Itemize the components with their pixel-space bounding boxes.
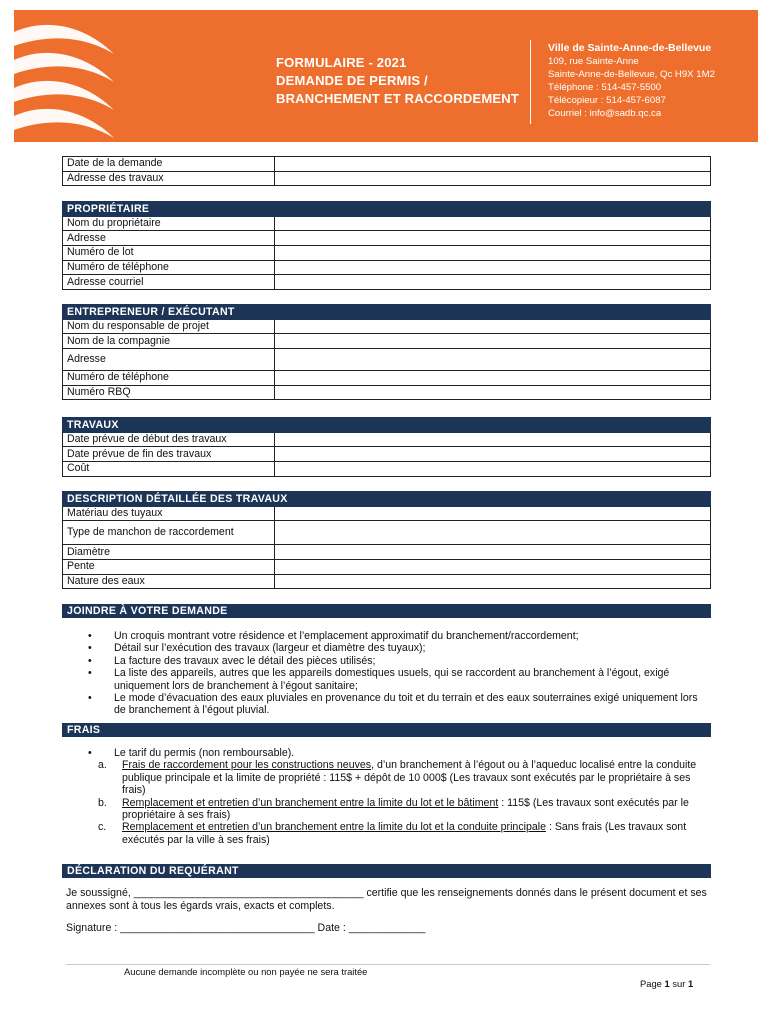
section-entrepreneur: ENTREPRENEUR / EXÉCUTANT — [63, 305, 711, 320]
city-address: 109, rue Sainte-Anne — [548, 56, 639, 67]
section-frais: FRAIS — [62, 723, 711, 737]
field-responsable-projet[interactable] — [275, 319, 711, 334]
label-adresse-entrepreneur: Adresse — [63, 349, 275, 371]
field-materiau[interactable] — [275, 506, 711, 521]
field-numero-lot[interactable] — [275, 246, 711, 261]
proprietaire-table — [62, 201, 711, 290]
header-divider — [530, 40, 531, 124]
section-proprietaire: PROPRIÉTAIRE — [63, 202, 711, 217]
field-adresse-entrepreneur[interactable] — [275, 349, 711, 371]
label-adresse-proprietaire: Adresse — [63, 231, 275, 246]
frais-item-a — [88, 759, 708, 796]
travaux-table — [62, 417, 711, 477]
field-date-fin[interactable] — [275, 447, 711, 462]
field-nature-eaux[interactable] — [275, 574, 711, 589]
general-table — [62, 156, 711, 186]
label-date-debut: Date prévue de début des travaux — [63, 432, 275, 447]
page-mid: sur — [669, 978, 688, 989]
label-adresse-travaux: Adresse des travaux — [63, 171, 275, 186]
label-courriel-proprietaire: Adresse courriel — [63, 275, 275, 290]
frais-a-text: , d’un branchement à l’égout ou à l’aqueduc localisé entre la conduite publique principale et la limite de propriété : 115$ + dépôt de 10 000$ (Les travaux sont exécutés par le propriétaire à ses frais) — [122, 759, 697, 797]
frais-c-title: Remplacement et entretien d’un branchement entre la limite du lot et la conduite principale — [122, 821, 546, 834]
section-declaration: DÉCLARATION DU REQUÉRANT — [62, 864, 711, 878]
label-materiau: Matériau des tuyaux — [63, 506, 275, 521]
list-item: • La facture des travaux avec le détail des pièces utilisés; — [88, 655, 708, 667]
label-telephone-proprietaire: Numéro de téléphone — [63, 260, 275, 275]
frais-letter-b: b. — [98, 796, 107, 809]
field-telephone-entrepreneur[interactable] — [275, 371, 711, 386]
entrepreneur-table — [62, 304, 711, 400]
city-contact-info — [548, 42, 715, 120]
field-adresse-travaux[interactable] — [275, 171, 711, 186]
list-item: • Un croquis montrant votre résidence et l’emplacement approximatif du branchement/raccordement; — [88, 630, 708, 642]
label-telephone-entrepreneur: Numéro de téléphone — [63, 371, 275, 386]
field-courriel-proprietaire[interactable] — [275, 275, 711, 290]
frais-letter-a: a. — [98, 759, 107, 772]
field-telephone-proprietaire[interactable] — [275, 260, 711, 275]
frais-b-title: Remplacement et entretien d’un branchement entre la limite du lot et le bâtiment — [122, 796, 499, 809]
label-type-manchon: Type de manchon de raccordement — [63, 521, 275, 545]
frais-b-text: : 115$ (Les travaux sont exécutés par le propriétaire à ses frais) — [122, 796, 689, 822]
frais-c-text: : Sans frais (Les travaux sont exécutés par la ville à ses frais) — [122, 821, 687, 846]
field-nom-proprietaire[interactable] — [275, 216, 711, 231]
field-date-debut[interactable] — [275, 432, 711, 447]
label-date-fin: Date prévue de fin des travaux — [63, 447, 275, 462]
section-joindre: JOINDRE À VOTRE DEMANDE — [62, 604, 711, 618]
label-nature-eaux: Nature des eaux — [63, 574, 275, 589]
joindre-list — [88, 630, 708, 717]
field-diametre[interactable] — [275, 545, 711, 560]
frais-item-b — [88, 797, 708, 822]
page-number — [640, 978, 693, 989]
field-type-manchon[interactable] — [275, 521, 711, 545]
city-email: Courriel : info@sadb.qc.ca — [548, 108, 662, 119]
city-phone: Téléphone : 514-457-5500 — [548, 82, 662, 93]
label-numero-lot: Numéro de lot — [63, 246, 275, 261]
city-name: Ville de Sainte-Anne-de-Bellevue — [548, 42, 712, 54]
description-table — [62, 491, 711, 589]
field-adresse-proprietaire[interactable] — [275, 231, 711, 246]
page-total: 1 — [687, 978, 694, 989]
label-responsable-projet: Nom du responsable de projet — [63, 319, 275, 334]
label-cout: Coût — [63, 462, 275, 477]
field-cout[interactable] — [275, 462, 711, 477]
title-line-3: BRANCHEMENT ET RACCORDEMENT — [276, 91, 520, 106]
footer-divider — [66, 964, 710, 965]
label-nom-proprietaire: Nom du propriétaire — [63, 216, 275, 231]
declaration-text: Je soussigné, _______________________________________ certifie que les renseignements donnés dans le présent document et ses annexes sont à tous les égards vrais, exacts et complets. — [66, 887, 707, 912]
list-item: • Détail sur l’exécution des travaux (largeur et diamètre des tuyaux); — [88, 642, 708, 654]
city-postal: Sainte-Anne-de-Bellevue, Qc H9X 1M2 — [548, 69, 715, 80]
frais-item-c — [88, 821, 708, 846]
frais-list — [88, 747, 708, 846]
page-current: 1 — [664, 978, 670, 989]
section-description: DESCRIPTION DÉTAILLÉE DES TRAVAUX — [63, 492, 711, 507]
city-fax: Télécopieur : 514-457-6087 — [548, 95, 666, 106]
header-banner — [14, 10, 758, 142]
section-travaux: TRAVAUX — [63, 418, 711, 433]
label-date-demande: Date de la demande — [63, 157, 275, 172]
page-prefix: Page — [640, 978, 665, 989]
label-pente: Pente — [63, 560, 275, 575]
frais-a-title: Frais de raccordement pour les constructions neuves — [122, 759, 372, 772]
form-title — [276, 54, 519, 108]
field-numero-rbq[interactable] — [275, 385, 711, 400]
field-nom-compagnie[interactable] — [275, 334, 711, 349]
label-numero-rbq: Numéro RBQ — [63, 385, 275, 400]
title-line-1: FORMULAIRE - 2021 — [276, 55, 407, 70]
footer-note: Aucune demande incomplète ou non payée ne sera traitée — [124, 966, 368, 977]
frais-letter-c: c. — [98, 821, 107, 834]
label-nom-compagnie: Nom de la compagnie — [63, 334, 275, 349]
city-logo-waves-icon — [14, 10, 124, 142]
list-item: • Le mode d’évacuation des eaux pluviales en provenance du toit et du terrain et des eaux souterraines exigé uniquement lors de branchement à l’égout pluvial. — [88, 692, 708, 717]
frais-intro: • Le tarif du permis (non remboursable). — [88, 747, 708, 759]
field-date-demande[interactable] — [275, 157, 711, 172]
list-item: • La liste des appareils, autres que les appareils domestiques usuels, qui se raccordent au branchement à l’égout, exigé uniquement lors de branchement à l’égout sanitaire; — [88, 667, 708, 692]
signature-date-line[interactable]: Signature : _________________________________ Date : _____________ — [66, 922, 426, 934]
field-pente[interactable] — [275, 560, 711, 575]
title-line-2: DEMANDE DE PERMIS / — [276, 73, 428, 88]
label-diametre: Diamètre — [63, 545, 275, 560]
